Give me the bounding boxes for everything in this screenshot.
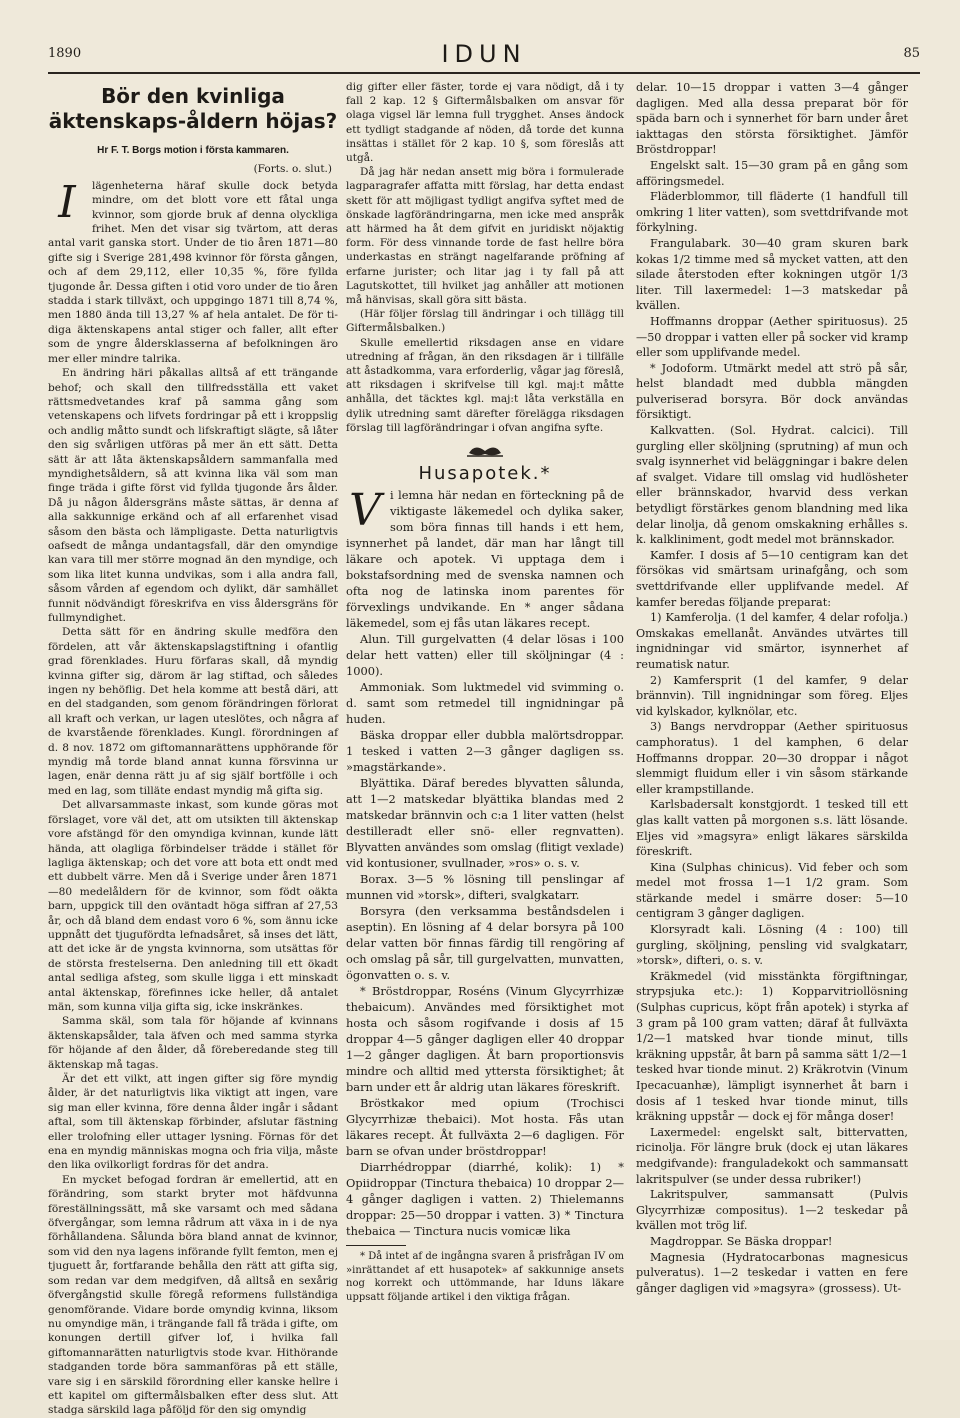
page-number: 85	[903, 46, 920, 61]
paragraph: i lemna här nedan en förteckning på de viktigaste läkemedel och dylika saker, som böra finnas till hands i ett hem, isynnerhet på landet, där man har långt till läkare och apotek. Vi upptaga dem i bokstafsordning med de svenska namnen och ofta nog de latinska inom parentes för förvexlings undvikande. En * anger sådana läkemedel, som ej fås utan läkares recept.	[346, 488, 624, 631]
article-byline: Hr F. T. Borgs motion i första kammaren.	[97, 145, 289, 156]
paragraph: Alun. Till gurgelvatten (4 delar lösas i 100 delar hett vatten) eller till sköljningar (4 : 1000).	[346, 632, 624, 679]
paragraph: Bröstkakor med opium (Trochisci Glycyrrhizæ thebaici). Mot hosta. Fås utan läkares recept. Åt fullväxta 2—6 dagligen. För barn se ofvan under bröstdroppar!	[346, 1096, 624, 1159]
ornamental-dropcap: I	[58, 176, 76, 228]
article-title: Bör den kvinliga äktenskaps-åldern höjas?	[48, 84, 338, 133]
paragraph: dig gifter eller fäster, torde ej vara nödigt, då i ty fall 2 kap. 12 § Giftermålsbalken om ansvar för olaga vigsel lär lemna full trygghet. Anses ändock ett tydligt stadgande af nöden, då torde det kunna insättas i stället för 2 kap. 10 §, som föreslås att utgå.	[346, 81, 624, 165]
paragraph: En ändring häri påkallas alltså af ett trängande behof; och skall den tillfredsställa ett vaket rättsmedvetandes kraf på samma gång som vetenskapens och lifvets fordringar på ett i kroppslig och andlig måtto sundt och lifskraftigt slägte, så låter den sig svårligen utföras på mer än ett sätt. Detta sätt är att låta äktenskapsåldern sammanfalla med myndighetsåldern, så att kvinna lika väl som man finge träda i gifte först vid fyllda tjugonde års ålder. Då ju någon åldersgräns måste sättas, är denna af alla sakkunnige erkänd och af all erfarenhet visad såsom den bästa och lämpligaste. Detta naturligtvis oafsedt de många undantagsfall, där den omyndige kan vara till mer större mognad än den myndige, och som lika litet kunna undvikas, som i alla andra fall, såsom vården af egendom och dylikt, där samhället funnit nödvändigt föreskrifva en viss åldersgräns för fullmyndighet.	[48, 367, 338, 624]
paragraph: Är det ett vilkt, att ingen gifter sig före myndig ålder, är det naturligtvis lika viktigt att ingen, vare sig man eller kvinna, före denna ålder ingår i sådant aftal, som till äktenskap förbinder, afslutar fästning eller trolofning eller uttager lysning. Förnas för det ena en myndig människas mogna och fria vilja, måste den lika ovilkorligt fordras för det andra.	[48, 1073, 338, 1172]
ornament-icon	[465, 441, 505, 459]
page-header	[48, 40, 920, 70]
paragraph: Lakritspulver, sammansatt (Pulvis Glycyrrhizæ compositus). 1—2 teskedar på kvällen mot trög lif.	[636, 1188, 908, 1233]
paragraph: Bäska droppar eller dubbla malörtsdroppar. 1 tesked i vatten 2—3 gånger dagligen ss. »magstärkande».	[346, 728, 624, 775]
footnote-divider	[346, 1245, 406, 1246]
paragraph: (Här följer förslag till ändringar i och tillägg till Giftermålsbalken.)	[346, 308, 624, 335]
paragraph: Laxermedel: engelskt salt, bittervatten, ricinolja. För längre bruk (dock ej utan läkares medgifvande): franguladekokt och sammansatt lakritspulver (se under dessa rubriker!)	[636, 1125, 908, 1186]
paragraph: 2) Kamfersprit (1 del kamfer, 9 delar brännvin). Till ingnidningar som förеg. Eljes vid kylskador, kylknölar, etc.	[636, 673, 908, 718]
paragraph: Borax. 3—5 % lösning till penslingar af munnen vid »torsk», difteri, svalgkatarr.	[346, 872, 624, 903]
paragraph: Diarrhédroppar (diarrhé, kolik): 1) * Opiidroppar (Tinctura thebaica) 10 droppar 2—4 gånger dagligen i vatten. 2) Thielemanns droppar: 25—50 droppar i vatten. 3) * Tinctura thebaica — Tinctura nucis vomicæ lika	[346, 1160, 624, 1239]
header-rule	[48, 72, 920, 74]
paragraph: Karlsbadersalt konstgjordt. 1 tesked till ett glas kallt vatten på morgonen s.s. lätt lösande. Eljes vid »magsyra» enligt läkares särskilda föreskrift.	[636, 798, 908, 859]
paragraph: * Jodoform. Utmärkt medel att strö på sår, helst blandadt med dubbla mängden pulveriserad borsyra. Bör dock användas försiktigt.	[636, 361, 908, 422]
column-3	[636, 80, 908, 1330]
paragraph: Borsyra (den verksamma beståndsdelen i aseptin). En lösning af 4 delar borsyra på 100 delar vatten bör finnas färdig till rengöring af och omslag på sår, till gurgelvatten, munvatten, ögonvatten o. s. v.	[346, 904, 624, 983]
paragraph: Kräkmedel (vid misstänkta förgiftningar, strypsjuka etc.): 1) Kopparvitriollösning (Sulphas cupricus, köpt från apotek) i styrka af 3 gram på 100 gram vatten; däraf åt fullväxta 1/2—1 matsked hvar tionde minut, tills kräkning uppstår, åt barn på samma sätt 1/2—1 tesked hvar tionde minut. 2) Kräkrotvin (Vinum Ipecacuanhæ), lämpligt isynnerhet åt barn i dosis af 1 tesked hvar tionde minut, tills kräkning uppstår — dock ej för många doser!	[636, 969, 908, 1124]
paragraph: Blyättika. Däraf beredes blyvatten sålunda, att 1—2 matskedar blyättika blandas med 2 matskedar brännvin och c:a 1 liter vatten (helst destilleradt eller snö- eller regnvatten). Blyvatten användes som omslag (flitigt vexlade) vid kontusioner, svullnader, »ros» o. s. v.	[346, 776, 624, 871]
paragraph: Kina (Sulphas chinicus). Vid feber och som medel mot frossa 1—1 1/2 gram. Som stärkande medel i smärre doser: 5—10 centigram 3 gånger dagligen.	[636, 860, 908, 921]
paragraph: lägenheterna häraf skulle dock betyda mindre, om det blott vore ett fåtal unga kvinnor, som gjorde bruk af denna olyckliga frihet. Men det visar sig tvärtom, att deras antal varit ganska stort. Under de tio åren 1871—80 gifte sig i Sverige 281,498 kvinnor för första gången, och af dem 29,112, eller 10,35 %, före fyllda tjugonde år. Dessa giften i otid voro under de tio åren stadda i stark tillväxt, och uppgingo 1871 till 8,74 %, men 1880 ända till 13,27 % af hela antalet. De för ti-diga äktenskapens antal stiger och faller, allt efter som de yngre åldersklasserna af befolkningen äro mer eller mindre talrika.	[48, 179, 338, 365]
paragraph: Det allvarsammaste inkast, som kunde göras mot förslaget, vore väl det, att om utsikten till äktenskap vore afstängd för den omyndiga kvinnan, kunde lätt hända, att olagliga förbindelser trädde i stället för lagliga äktenskap; och det vore att bota ett ondt med ett dubbelt värre. Men då i Sverige under åren 1871—80 medelåldern för de kvinnor, som födt oäkta barn, uppgick till den oväntadt höga siffran af 27,53 år, och då bland dem endast voro 6 %, som ännu icke uppnått det tjugufördta lefnadsåret, så inses det lätt, att det icke är de yngsta kvinnorna, som utsättas för de största frestelserna. Den anledning till ett ökadt antal sedliga afsteg, som skulle ligga i ett minskadt antal äktenskap, förefinnes icke heller, då antalet män, som kunna vilja gifta sig, icke inskränkes.	[48, 799, 338, 1013]
paragraph: 1) Kamferolja. (1 del kamfer, 4 delar rofolja.) Omskakas emellanåt. Användes utvärtes till ingnidningar vid smärtor, isynnerhet af reumatisk natur.	[636, 611, 908, 671]
paragraph: Magnesia (Hydratocarbonas magnesicus pulveratus). 1—2 teskedar i vatten en fere gånger dagligen vid »magsyra» (grossess). Ut-	[636, 1250, 908, 1295]
paragraph: Ammoniak. Som luktmedel vid svimming o. d. samt som retmedel till ingnidningar på huden.	[346, 680, 624, 727]
paragraph: Hoffmanns droppar (Aether spirituosus). 25—50 droppar i vatten eller på socker vid kramp eller som upplifvande medel.	[636, 314, 908, 360]
paragraph: Kalkvatten. (Sol. Hydrat. calcici). Till gurgling eller sköljning (sprutning) af mun och svalg isynnerhet vid beläggningar i bakre delen af svalget. Vidare till omslag vid hudlösheter eller brännskador, hvarvid dess verkan betydligt förstärkes genom blandning med lika delar linolja, då genom omskakning erhålles s. k. kalkliniment, godt medel mot brännskador.	[636, 424, 908, 547]
paragraph: En mycket befogad fordran är emellertid, att en förändring, som starkt bryter mot häfdvunna föreställningssätt, må ske varsamt och med sådana öfvergångar, som lemna rådrum att växa in i de nya förhållandena. Sålunda böra bland annat de kvinnor, som vid den nya lagens införande fyllt femton, men ej tjuguett år, fortfarande behålla den rätt att gifta sig, som redan var dem medgifven, då alltså en sexårig öfvergångstid skulle föregå reformens fullständiga genomförande. Vidare borde omyndig kvinna, liksom nu omyndige män, i trängande fall få träda i gifte, om konungen dertill gifver lof, i hvilka fall giftomannarätten naturligtvis stode kvar. Hithörande stadganden torde böra sammanföras på ett ställe, vare sig i en särskild förordning eller kanske hellre i ett kapitel om giftermålsbalken efter dess slut. Att stadga särskild laga påföljd för den sig omyndig	[48, 1173, 338, 1417]
paragraph: delar. 10—15 droppar i vatten 3—4 gånger dagligen. Med alla dessa preparat bör för späda barn och i synnerhet för barn under året iakttagas den största försiktighet. Jämför Bröstdroppar!	[636, 81, 908, 157]
paragraph: Fläderblommor, till fläderte (1 handfull till omkring 1 liter vatten), som svettdrifvande mot förkylning.	[636, 190, 908, 235]
column-2	[346, 80, 624, 1330]
paragraph: * Bröstdroppar, Roséns (Vinum Glycyrrhizæ thebaicum). Användes med försiktighet mot hosta och såsom rogifvande i dosis af 15 droppar 4—5 gånger dagligen eller 40 droppar 1—2 gånger dagligen. Åt barn proportionsvis mindre och alltid med yttersta försiktighet; åt barn under ett år aldrig utan läkares föreskrift.	[346, 984, 624, 1095]
ornamental-dropcap: V	[349, 485, 381, 537]
paragraph: Magdroppar. Se Bäska droppar!	[650, 1234, 833, 1248]
article-body	[48, 176, 338, 1418]
continuation-note: (Forts. o. slut.)	[253, 163, 332, 176]
paragraph: Engelskt salt. 15—30 gram på en gång som afföringsmedel.	[636, 158, 908, 188]
column-1	[48, 80, 338, 1417]
paragraph: Klorsyradt kali. Lösning (4 : 100) till gurgling, sköljning, pensling vid svalgkatarr, »torsk», difteri, o. s. v.	[636, 923, 908, 968]
paragraph: Kamfer. I dosis af 5—10 centigram kan det försökas vid smärtsam urinafgång, och som svettdrifvande eller upplifvande medel. Af kamfer beredas följande preparat:	[636, 548, 908, 609]
masthead-title: IDUN	[441, 40, 527, 68]
paragraph: Detta sätt för en ändring skulle medföra den fördelen, att vår äktenskapslagstiftning i ofantlig grad förenklades. Huru förfaras skall, då myndig kvinna gifter sig, därom är lag stiftad, och således ingen ny behöflig. Det hela komme att bestå däri, att en del stadganden, som genom förändringen förlorat all kraft och verkan, ur lagen uteslötes, och några af de kvarstående förenklades. Kungl. förordningen af d. 8 nov. 1872 om giftomannarättens upphörande för myndig må torde bland annat kunna försvinna ur lagen, enär denna rätt ju af sig själf bortfölle i och med en lag, som tillätе endast myndig må gifta sig.	[48, 626, 338, 797]
section-title: Husapotek.*	[418, 463, 552, 485]
footnote: * Då intet af de ingångna svaren å prisfrågan IV om »inrättandet af ett husapotek» af sakkunnige ansets nog korrekt och uttömmande, har Iduns läkare uppsatt följande artikel i den viktiga frågan.	[346, 1251, 624, 1303]
paragraph: Då jag här nedan ansett mig böra i formulerade lagparagrafer affatta mitt förslag, har detta endast skett för att möjligast tydligt angifva syftet med de önskade lagförändringarna, men icke med anspråk att härmed ha åt dem gifvit en juridiskt nöjaktig form. För dess vinnande torde de fast hellre böra underkastas en strängt nagelfarande pröfning af erfarne jurister; och litar jag i ty fall på att Lagutskottet, till hvilket jag anhåller att motionen må hänvisas, skall göra sitt bästa.	[346, 166, 624, 307]
husapotek-body	[346, 487, 624, 1239]
page-year: 1890	[48, 46, 82, 61]
paragraph: Samma skäl, som tala för höjande af kvinnans äktenskapsålder, tala äfven och med samma styrka för höjande af den ålder, då föreberedande steg till äktenskap må tagas.	[48, 1015, 338, 1071]
paragraph: 3) Bangs nervdroppar (Aether spirituosus camphoratus). 1 del kamphen, 6 delar Hoffmanns droppar. 20—30 droppar i något slemmigt fluidum eller i vin såsom stärkande eller krampstillande.	[636, 720, 908, 796]
paragraph: Frangulabark. 30—40 gram skuren bark kokas 1/2 timme med så mycket vatten, att den silade återstoden efter kokningen utgör 1/3 liter. Till laxermedel: 1—3 matskedar på kvällen.	[636, 236, 908, 313]
paragraph: Skulle emellertid riksdagen anse en vidare utredning af frågan, än den riksdagen är i tillfälle att åstadkomma, vara erforderlig, vågar jag föreslå, att riksdagen i skrifvelse till kgl. maj:t måtte anhålla, det täcktes kgl. maj:t låta verkställa en dylik utredning samt därefter förelägga riksdagen förslag till lagförändringar i ofvan angifna syfte.	[346, 336, 624, 434]
